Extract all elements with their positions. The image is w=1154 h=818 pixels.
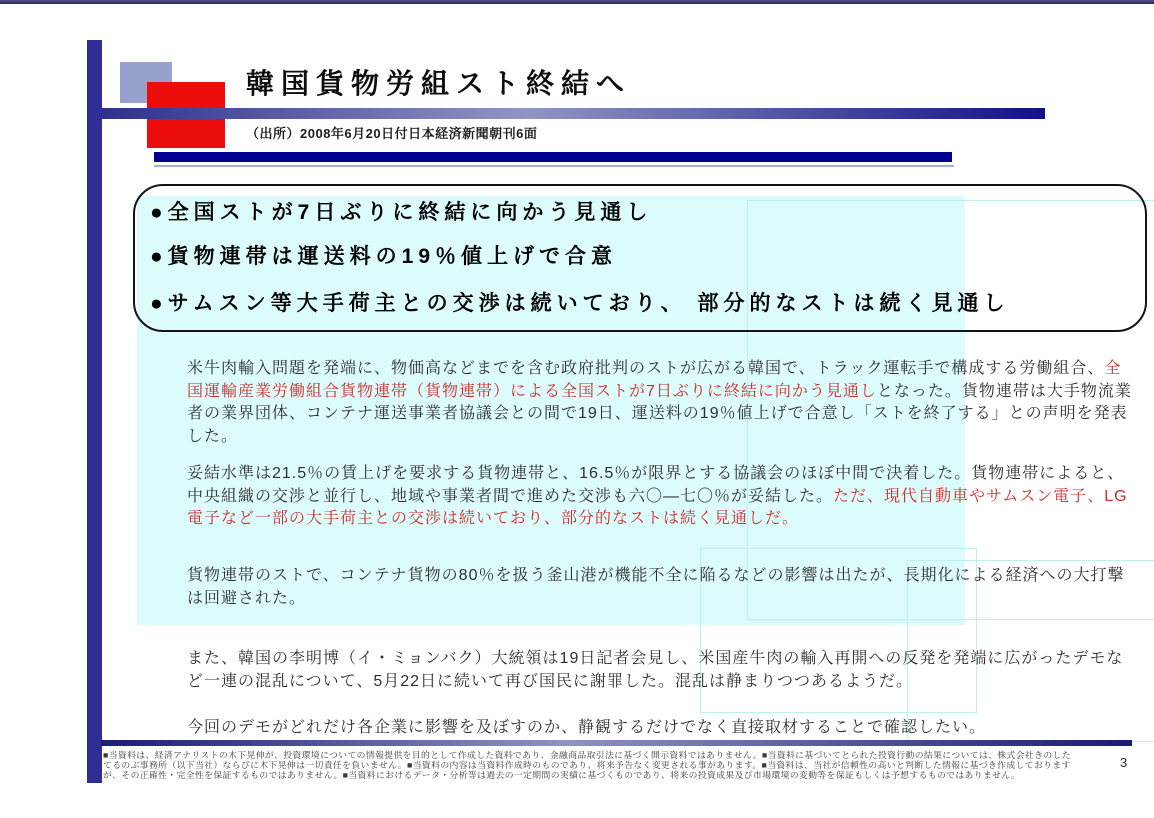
source-divider-line [154, 165, 954, 167]
paragraph-1-text: 米牛肉輸入問題を発端に、物価高などまでを含む政府批判のストが広がる韓国で、トラック運転手で構成する労働組合、 [187, 360, 1105, 377]
paragraph-1-text-end: となった。貨物連帯は大手物流業者の業界団体、コンテナ運送事業者協議会との間で19日、運送料の19％値上げで合意し「ストを終了する」との声明を発表した。 [187, 382, 1132, 445]
body-paragraph-4: また、韓国の李明博（イ・ミョンバク）大統領は19日記者会見し、米国産牛肉の輸入再開への反発を発端に広がったデモなど一連の混乱について、5月22日に続いて再び国民に謝罪した。混乱は静まりつつあるようだ。 [187, 650, 1124, 690]
left-accent-bar [87, 40, 102, 783]
paragraph-2-red-emphasis: ただ、現代自動車やサムスン電子、LG電子など一部の大手荷主との交渉は続いており、部分的なストは続く見通しだ。 [187, 487, 1128, 527]
page-number: 3 [1120, 755, 1128, 770]
disclaimer-line-1: ■当資料は、経済アナリストの木下晃伸が、投資環境についての情報提供を目的として作成した資料であり、金融商品取引法に基づく開示資料ではありません。■当資料に基づいてとられた投資行動の結果については、株式会社きのした [103, 750, 1071, 760]
source-divider-bar [154, 152, 952, 162]
disclaimer-line-2: てるのぶ事務所（以下当社）ならびに木下晃伸は一切責任を負いません。■当資料の内容は当資料作成時のものであり、将来予告なく変更される事があります。■当資料は、当社が信頼性の高いと判断した情報に基づき作成しております [103, 760, 1071, 770]
key-point-3: ●サムスン等大手荷主との交渉は続いており、 部分的なストは続く見通し [150, 292, 1010, 315]
paragraph-1-red-emphasis: 全国運輸産業労働組合貨物連帯（貨物連帯）による全国ストが7日ぶりに終結に向かう見通し [187, 360, 1122, 400]
key-point-1: ●全国ストが7日ぶりに終結に向かう見通し [150, 201, 653, 224]
disclaimer-line-3: が、その正確性・完全性を保証するものではありません。■当資料におけるデータ・分析等は過去の一定期間の実績に基づくものであり、将来の投資成果及び市場環境の変動等を保証もしくは予想するものではありません。 [103, 770, 1021, 780]
footer-divider-bar [101, 740, 1132, 746]
title-underline-bar [101, 108, 1045, 119]
top-edge-bar [0, 0, 1154, 4]
page-title: 韓国貨物労組スト終結へ [246, 68, 632, 99]
body-paragraph-5: 今回のデモがどれだけ各企業に影響を及ぼすのか、静観するだけでなく直接取材することで確認したい。 [187, 719, 987, 736]
footer-disclaimer [103, 750, 1103, 780]
body-paragraph-1 [187, 358, 1132, 448]
key-point-2: ●貨物連帯は運送料の19％値上げで合意 [150, 245, 618, 268]
source-citation: （出所）2008年6月20日付日本経済新聞朝刊6面 [246, 126, 538, 141]
body-paragraph-2 [187, 463, 1132, 531]
paragraph-2-text: 妥結水準は21.5％の賃上げを要求する貨物連帯と、16.5％が限界とする協議会のほぼ中間で決着した。貨物連帯によると、中央組織の交渉と並行し、地域や事業者間で進めた交渉も六〇―七〇％が妥結した。 [187, 465, 1125, 505]
body-paragraph-3: 貨物連帯のストで、コンテナ貨物の80％を扱う釜山港が機能不全に陥るなどの影響は出たが、長期化による経済への大打撃は回避された。 [187, 567, 1125, 607]
